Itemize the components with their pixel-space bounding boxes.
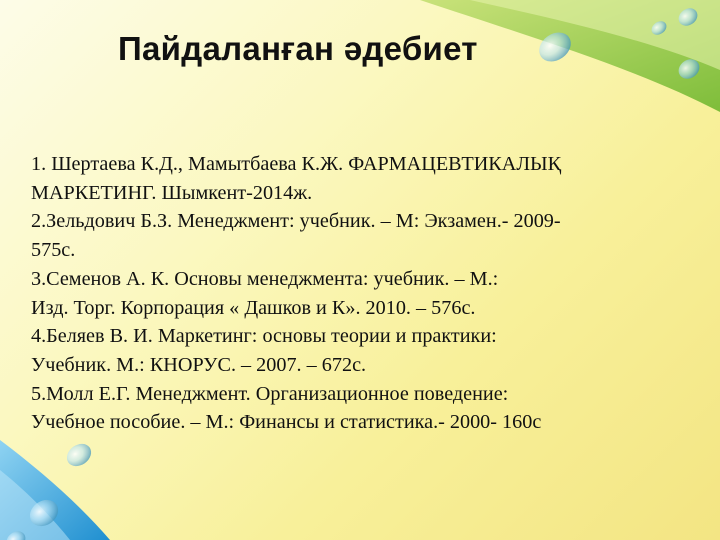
reference-line: 2.Зельдович Б.З. Менеджмент: учебник. – М: Экзамен.- 2009- — [31, 210, 561, 233]
slide-title: Пайдаланған әдебиет — [118, 30, 478, 67]
reference-line: 1. Шертаева К.Д., Мамытбаева К.Ж. ФАРМАЦЕВТИКАЛЫҚ — [31, 153, 562, 175]
reference-line: Изд. Торг. Корпорация « Дашков и К». 2010. – 576с. — [31, 296, 476, 319]
drop — [63, 439, 96, 470]
reference-line: МАРКЕТИНГ. Шымкент-2014ж. — [31, 181, 313, 204]
reference-line: Учебное пособие. – М.: Финансы и статистика.- 2000- 160с — [31, 411, 542, 434]
reference-line: 575с. — [31, 239, 76, 262]
reference-line: Учебник. М.: КНОРУС. – 2007. – 672с. — [31, 353, 367, 376]
reference-line: 4.Беляев В. И. Маркетинг: основы теории и практики: — [31, 325, 497, 348]
reference-list — [31, 150, 691, 437]
reference-line: 5.Молл Е.Г. Менеджмент. Организационное поведение: — [31, 382, 509, 405]
reference-line: 3.Семенов А. К. Основы менеджмента: учебник. – М.: — [31, 267, 499, 290]
